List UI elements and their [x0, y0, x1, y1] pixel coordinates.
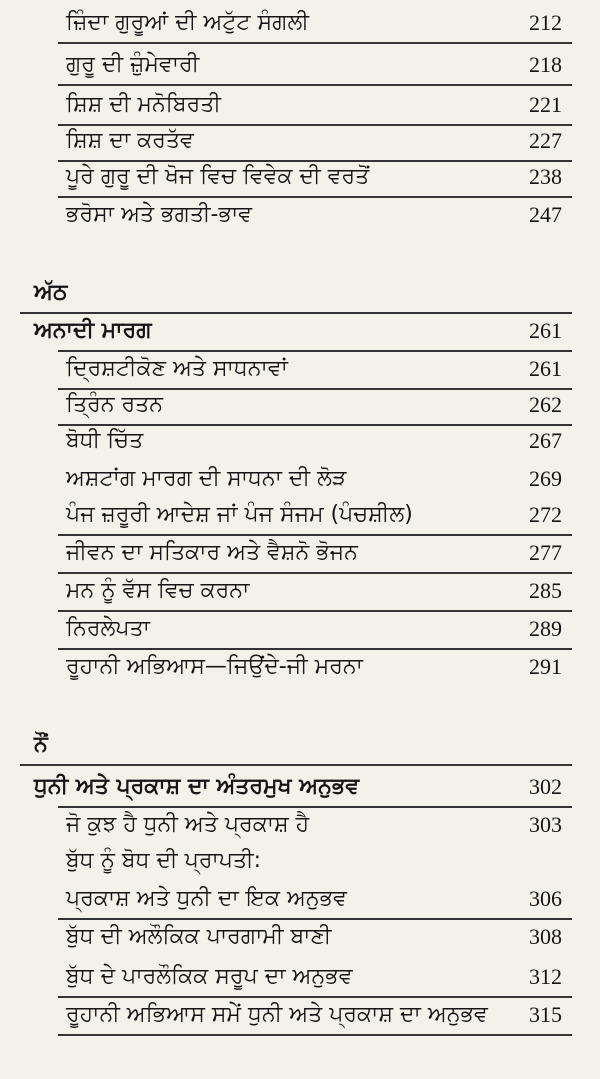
chapter-number-label: ਅੱਠ — [34, 280, 68, 305]
toc-entry-page: 267 — [529, 428, 562, 453]
toc-entry-page: 289 — [529, 616, 562, 641]
toc-entry — [0, 122, 600, 162]
toc-entry — [0, 46, 600, 86]
toc-entry-page: 272 — [529, 502, 562, 527]
toc-entry-page: 262 — [529, 392, 562, 417]
toc-entry — [0, 958, 600, 998]
toc-entry-title: ਰੂਹਾਨੀ ਅਭਿਆਸ ਸਮੇਂ ਧੁਨੀ ਅਤੇ ਪ੍ਰਕਾਸ਼ ਦਾ ਅਨੁਭਵ — [66, 1002, 488, 1027]
toc-entry-title: ਨਿਰਲੇਪਤਾ — [66, 616, 150, 641]
toc-entry-title: ਪੂਰੇ ਗੁਰੂ ਦੀ ਖੋਜ ਵਿਚ ਵਿਵੇਕ ਦੀ ਵਰਤੋਂ — [66, 164, 370, 189]
divider — [20, 764, 572, 766]
toc-entry — [0, 496, 600, 536]
toc-entry — [0, 610, 600, 650]
toc-entry — [0, 460, 600, 500]
toc-entry — [0, 534, 600, 574]
toc-entry-title: ਬੁੱਧ ਨੂੰ ਬੋਧ ਦੀ ਪ੍ਰਾਪਤੀ: — [66, 848, 262, 873]
toc-entry — [0, 158, 600, 198]
toc-entry — [0, 648, 600, 688]
toc-entry-title: ਬੁੱਧ ਦੇ ਪਾਰਲੌਕਿਕ ਸਰੂਪ ਦਾ ਅਨੁਭਵ — [66, 964, 353, 989]
toc-entry — [0, 918, 600, 958]
toc-entry-title: ਗੁਰੂ ਦੀ ਜ਼ੁੰਮੇਵਾਰੀ — [66, 52, 200, 77]
toc-entry — [0, 196, 600, 236]
toc-entry-page: 303 — [529, 812, 562, 837]
toc-entry-page: 261 — [529, 318, 562, 343]
toc-entry-page: 277 — [529, 540, 562, 565]
toc-entry-title: ਜੀਵਨ ਦਾ ਸਤਿਕਾਰ ਅਤੇ ਵੈਸ਼ਨੋ ਭੋਜਨ — [66, 540, 358, 565]
toc-entry — [0, 350, 600, 390]
toc-entry — [0, 880, 600, 920]
toc-entry-page: 218 — [529, 52, 562, 77]
chapter-title-label: ਅਨਾਦੀ ਮਾਰਗ — [34, 318, 152, 343]
chapter-number — [0, 726, 600, 766]
toc-entry-page: 306 — [529, 886, 562, 911]
chapter-title-label: ਧੁਨੀ ਅਤੇ ਪ੍ਰਕਾਸ਼ ਦਾ ਅੰਤਰਮੁਖ ਅਨੁਭਵ — [34, 774, 360, 799]
chapter-title — [0, 312, 600, 352]
toc-entry-page: 312 — [529, 964, 562, 989]
toc-entry — [0, 996, 600, 1036]
chapter-number — [0, 274, 600, 314]
toc-entry-page: 269 — [529, 466, 562, 491]
toc-entry-title: ਤ੍ਰਿੰਨ ਰਤਨ — [66, 392, 164, 417]
chapter-number-label: ਨੌਂ — [34, 732, 48, 757]
toc-entry-page: 247 — [529, 202, 562, 227]
toc-entry-page: 302 — [529, 774, 562, 799]
divider — [58, 1034, 572, 1036]
toc-entry-page: 227 — [529, 128, 562, 153]
toc-entry-title: ਸ਼ਿਸ਼ ਦੀ ਮਨੋਬਿਰਤੀ — [66, 92, 221, 117]
toc-entry-title: ਸ਼ਿਸ਼ ਦਾ ਕਰਤੱਵ — [66, 128, 194, 153]
divider — [58, 42, 572, 44]
chapter-title — [0, 768, 600, 808]
toc-entry-title: ਰੂਹਾਨੀ ਅਭਿਆਸ—ਜਿਉਂਦੇ-ਜੀ ਮਰਨਾ — [66, 654, 363, 679]
toc-entry-page: 285 — [529, 578, 562, 603]
toc-entry-title: ਭਰੋਸਾ ਅਤੇ ਭਗਤੀ-ਭਾਵ — [66, 202, 253, 227]
toc-entry — [0, 86, 600, 126]
toc-entry — [0, 806, 600, 846]
toc-entry — [0, 4, 600, 44]
toc-entry-title: ਜ਼ਿੰਦਾ ਗੁਰੂਆਂ ਦੀ ਅਟੁੱਟ ਸੰਗਲੀ — [66, 10, 309, 35]
toc-entry-title: ਪੰਜ ਜ਼ਰੂਰੀ ਆਦੇਸ਼ ਜਾਂ ਪੰਜ ਸੰਜਮ (ਪੰਚਸ਼ੀਲ) — [66, 502, 413, 527]
toc-entry-title: ਬੁੱਧ ਦੀ ਅਲੌਕਿਕ ਪਾਰਗਾਮੀ ਬਾਣੀ — [66, 924, 332, 949]
toc-entry-page: 221 — [529, 92, 562, 117]
toc-entry-page: 291 — [529, 654, 562, 679]
toc-entry-page: 212 — [529, 10, 562, 35]
toc-entry-page: 261 — [529, 356, 562, 381]
toc-entry-title: ਬੋਧੀ ਚਿੱਤ — [66, 428, 144, 453]
toc-entry-title: ਦ੍ਰਿਸ਼ਟੀਕੋਣ ਅਤੇ ਸਾਧਨਾਵਾਂ — [66, 356, 288, 381]
toc-entry-title: ਜੋ ਕੁਝ ਹੈ ਧੁਨੀ ਅਤੇ ਪ੍ਰਕਾਸ਼ ਹੈ — [66, 812, 310, 837]
toc-entry — [0, 572, 600, 612]
toc-entry-title: ਮਨ ਨੂੰ ਵੱਸ ਵਿਚ ਕਰਨਾ — [66, 578, 250, 603]
toc-entry-page: 308 — [529, 924, 562, 949]
toc-entry-title: ਪ੍ਰਕਾਸ਼ ਅਤੇ ਧੁਨੀ ਦਾ ਇਕ ਅਨੁਭਵ — [66, 886, 347, 911]
toc-entry — [0, 842, 600, 882]
toc-entry-title: ਅਸ਼ਟਾਂਗ ਮਾਰਗ ਦੀ ਸਾਧਨਾ ਦੀ ਲੋੜ — [66, 466, 347, 491]
toc-entry — [0, 422, 600, 462]
toc-entry-page: 315 — [529, 1002, 562, 1027]
toc-entry-page: 238 — [529, 164, 562, 189]
toc-entry — [0, 386, 600, 426]
